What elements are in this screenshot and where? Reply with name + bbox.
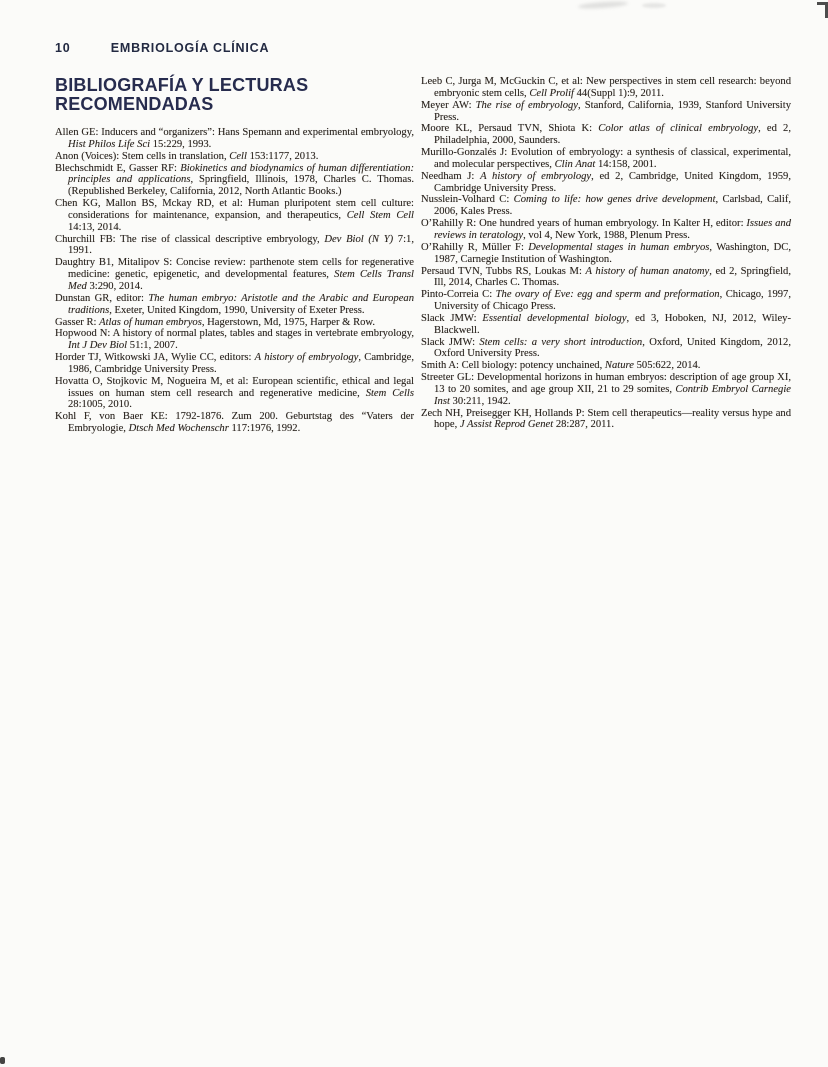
reference-entry: Dunstan GR, editor: The human embryo: Aristotle and the Arabic and European traditions, Exeter, United Kingdom, 1990, University of Exeter Press. — [55, 292, 414, 316]
reference-list-right — [421, 76, 791, 431]
scan-corner-mark — [817, 2, 828, 18]
reference-entry: Anon (Voices): Stem cells in translation, Cell 153:1177, 2013. — [55, 150, 319, 162]
reference-entry: Persaud TVN, Tubbs RS, Loukas M: A history of human anatomy, ed 2, Springfield, Ill, 2014, Charles C. Thomas. — [421, 265, 791, 289]
reference-entry: Hopwood N: A history of normal plates, tables and stages in vertebrate embryology, Int J Dev Biol 51:1, 2007. — [55, 328, 414, 352]
scan-smudge — [642, 3, 666, 8]
left-column — [55, 76, 414, 435]
page-number: 10 — [55, 41, 71, 55]
reference-entry: Horder TJ, Witkowski JA, Wylie CC, editors: A history of embryology, Cambridge, 1986, Cambridge University Press. — [55, 352, 414, 375]
reference-entry: Murillo-Gonzalés J: Evolution of embryology: a synthesis of classical, experimental, and molecular perspectives, Clin Anat 14:158, 2001. — [421, 147, 791, 170]
reference-entry: Leeb C, Jurga M, McGuckin C, et al: New perspectives in stem cell research: beyond embryonic stem cells, Cell Prolif 44(Suppl 1):9, 2011. — [421, 76, 791, 99]
right-column — [421, 76, 791, 431]
reference-entry: Slack JMW: Essential developmental biology, ed 3, Hoboken, NJ, 2012, Wiley-Blackwell. — [421, 312, 791, 336]
reference-entry: Blechschmidt E, Gasser RF: Biokinetics and biodynamics of human differentiation: principles and applications, Springfield, Illinois, 1978, Charles C. Thomas. (Republished Berkeley, California, 2012, North Atlantic Books.) — [55, 162, 415, 198]
reference-entry: Gasser R: Atlas of human embryos, Hagerstown, Md, 1975, Harper & Row. — [55, 316, 376, 328]
reference-entry: Churchill FB: The rise of classical descriptive embryology, Dev Biol (N Y) 7:1, 1991. — [55, 233, 414, 257]
reference-entry: Smith A: Cell biology: potency unchained, Nature 505:622, 2014. — [421, 360, 701, 372]
scan-smudge — [578, 0, 628, 9]
reference-entry: Nusslein-Volhard C: Coming to life: how genes drive development, Carlsbad, Calif, 2006, Kales Press. — [421, 194, 791, 218]
reference-entry: Meyer AW: The rise of embryology, Stanford, California, 1939, Stanford University Press. — [421, 99, 791, 123]
reference-entry: Pinto-Correia C: The ovary of Eve: egg and sperm and preformation, Chicago, 1997, University of Chicago Press. — [421, 289, 791, 313]
reference-entry: Hovatta O, Stojkovic M, Nogueira M, et al: European scientific, ethical and legal issues on human stem cell research and regenerative medicine, Stem Cells 28:1005, 2010. — [55, 375, 414, 411]
reference-entry: Moore KL, Persaud TVN, Shiota K: Color atlas of clinical embryology, ed 2, Philadelphia, 2000, Saunders. — [421, 123, 791, 147]
reference-entry: Allen GE: Inducers and “organizers”: Hans Spemann and experimental embryology, Hist Philos Life Sci 15:229, 1993. — [55, 127, 414, 150]
running-title: EMBRIOLOGÍA CLÍNICA — [110, 41, 270, 55]
reference-list-left — [55, 127, 414, 435]
reference-entry: Daughtry B1, Mitalipov S: Concise review: parthenote stem cells for regenerative medicine: genetic, epigenetic, and developmental features, Stem Cells Transl Med 3:290, 2014. — [55, 257, 414, 292]
reference-entry: Zech NH, Preisegger KH, Hollands P: Stem cell therapeutics—reality versus hype and hope, J Assist Reprod Genet 28:287, 2011. — [421, 407, 791, 431]
reference-entry: Slack JMW: Stem cells: a very short introduction, Oxford, United Kingdom, 2012, Oxford University Press. — [421, 336, 791, 360]
section-title: BIBLIOGRAFÍA Y LECTURAS RECOMENDADAS — [55, 75, 309, 114]
reference-entry: Streeter GL: Developmental horizons in human embryos: description of age group XI, 13 to 20 somites, and age group XII, 21 to 29 somites, Contrib Embryol Carnegie Inst 30:211, 1942. — [421, 372, 791, 407]
reference-entry: Kohl F, von Baer KE: 1792-1876. Zum 200. Geburtstag des “Vaters der Embryologie, Dtsch Med Wochenschr 117:1976, 1992. — [55, 411, 414, 435]
reference-entry: Needham J: A history of embryology, ed 2, Cambridge, United Kingdom, 1959, Cambridge University Press. — [421, 170, 791, 194]
running-head — [55, 41, 269, 55]
reference-entry: O’Rahilly R: One hundred years of human embryology. In Kalter H, editor: Issues and reviews in teratology, vol 4, New York, 1988, Plenum Press. — [421, 218, 791, 241]
reference-entry: O’Rahilly R, Müller F: Developmental stages in human embryos, Washington, DC, 1987, Carnegie Institution of Washington. — [421, 241, 791, 265]
scan-speck — [0, 1057, 5, 1064]
reference-entry: Chen KG, Mallon BS, Mckay RD, et al: Human pluripotent stem cell culture: considerations for maintenance, expansion, and therapeutics, Cell Stem Cell 14:13, 2014. — [55, 198, 414, 233]
